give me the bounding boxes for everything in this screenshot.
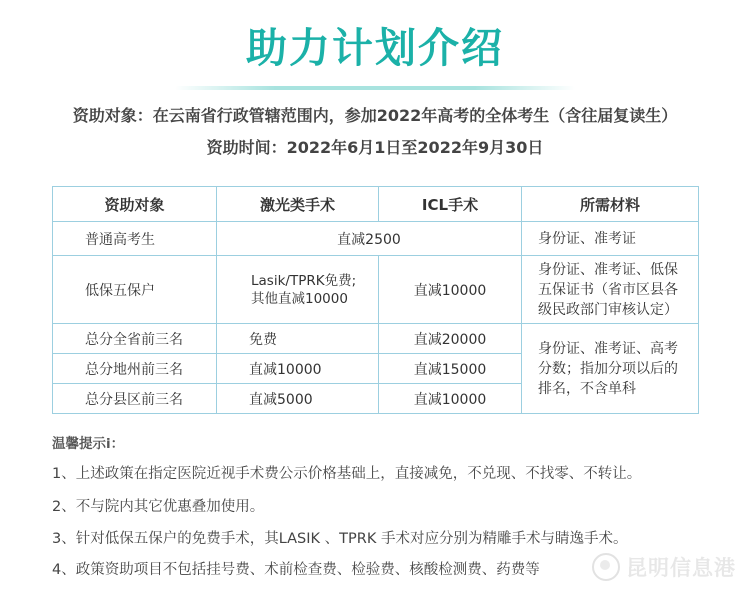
cell-icl: 直减10000: [379, 384, 522, 414]
header-laser: 激光类手术: [217, 187, 379, 222]
laser-line: Lasik/TPRK免费;: [251, 272, 357, 289]
support-table: [52, 186, 699, 414]
table-row: [53, 324, 699, 354]
cell-icl: 直减10000: [379, 256, 522, 324]
cell-combined-discount: 直减2500: [217, 222, 522, 256]
header-material: 所需材料: [522, 187, 699, 222]
support-time-info: 资助时间：2022年6月1日至2022年9月30日: [206, 138, 544, 157]
cell-shared-material: 身份证、准考证、高考分数；指加分项以后的排名，不含单科: [522, 324, 699, 414]
tip-item: 2、不与院内其它优惠叠加使用。: [52, 499, 265, 515]
cell-laser: 免费: [217, 324, 379, 354]
cell-target: 总分地州前三名: [53, 354, 217, 384]
cell-icl: 直减20000: [379, 324, 522, 354]
laser-line: 其他直减10000: [251, 290, 348, 307]
title-underline: [175, 86, 575, 90]
cell-target: 总分县区前三名: [53, 384, 217, 414]
watermark-logo-icon: [592, 553, 620, 581]
tips-title: 温馨提示i：: [52, 436, 125, 452]
cell-target: 总分全省前三名: [53, 324, 217, 354]
cell-laser: 直减10000: [217, 354, 379, 384]
header-target: 资助对象: [53, 187, 217, 222]
table-header-row: [53, 187, 699, 222]
cell-icl: 直减15000: [379, 354, 522, 384]
tip-item: 3、针对低保五保户的免费手术，其LASIK 、TPRK 手术对应分别为精雕手术与睛逸手术。: [52, 531, 628, 547]
cell-material: 身份证、准考证: [522, 222, 699, 256]
cell-material: 身份证、准考证、低保五保证书（省市区县各级民政部门审核认定）: [522, 256, 699, 324]
watermark: [592, 549, 736, 585]
cell-laser: 直减5000: [217, 384, 379, 414]
tip-item: 1、上述政策在指定医院近视手术费公示价格基础上，直接减免，不兑现、不找零、不转让。: [52, 466, 642, 482]
page-title: 助力计划介绍: [246, 24, 504, 72]
tip-item: 4、政策资助项目不包括挂号费、术前检查费、检验费、核酸检测费、药费等: [52, 562, 540, 578]
cell-target: 低保五保户: [53, 256, 217, 324]
cell-laser: [217, 256, 379, 324]
support-target-info: 资助对象：在云南省行政管辖范围内，参加2022年高考的全体考生（含往届复读生）: [72, 106, 678, 125]
table-row: [53, 256, 699, 324]
table-row: [53, 222, 699, 256]
header-icl: ICL手术: [379, 187, 522, 222]
watermark-text: 昆明信息港: [626, 556, 736, 580]
cell-target: 普通高考生: [53, 222, 217, 256]
